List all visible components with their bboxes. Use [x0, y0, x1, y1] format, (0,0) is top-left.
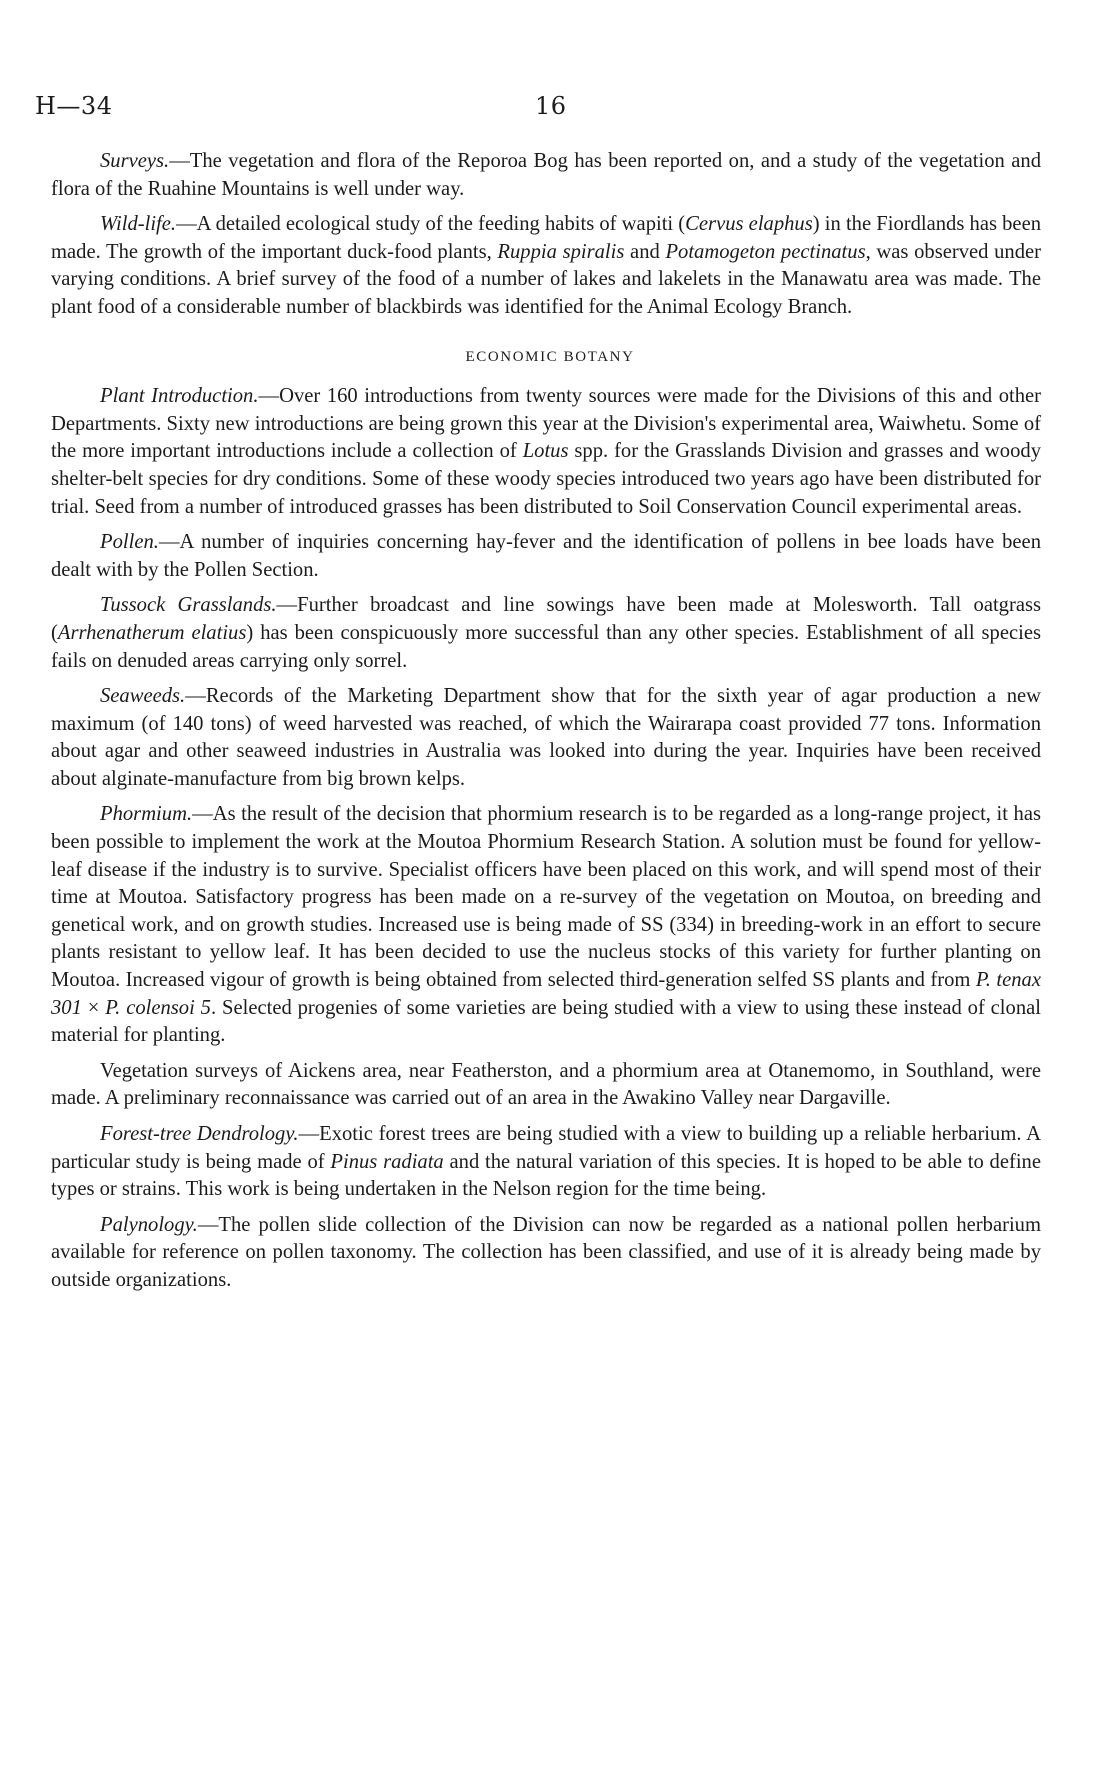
- paragraph-lead: Pollen.: [100, 531, 159, 554]
- text-run: —Exotic forest trees are being studied with a view to building up a reliable herbarium. A particular study is being made of: [51, 1123, 1041, 1173]
- italic-term: Arrhenatherum elatius: [57, 621, 247, 644]
- paragraph-lead: Palynology.: [100, 1213, 198, 1236]
- paragraph-lead: Wild-life.: [100, 213, 177, 236]
- paragraph: [51, 683, 1041, 793]
- text-run: . Selected progenies of some varieties are being studied with a view to using these instead of clonal material for planting.: [51, 996, 1041, 1047]
- text-run: spp. for the Grasslands Division and grasses and woody shelter-belt species for dry conditions. Some of these woody species introduced two years ago have been distributed for trial. Seed from a number of introduced grasses has been distributed to Soil Conservation Council experimental areas.: [51, 440, 1041, 518]
- text-run: —Further broadcast and line sowings have been made at Molesworth. Tall oatgrass (: [51, 594, 1041, 644]
- body-text: [51, 148, 1041, 1303]
- paragraph-lead: Plant Introduction.: [100, 385, 259, 408]
- italic-term: P. colensoi 5: [105, 996, 211, 1019]
- text-run: —The pollen slide collection of the Division can now be regarded as a national pollen herbarium available for reference on pollen taxonomy. The collection has been classified, and use of it is already being made by outside organizations.: [51, 1213, 1041, 1291]
- paragraph: [51, 1121, 1041, 1204]
- paragraph-lead: Surveys.: [100, 150, 170, 172]
- text-run: —Over 160 introductions from twenty sources were made for the Divisions of this and other Departments. Sixty new introductions are being grown this year at the Division's experimental area, Waiwhetu. Some of the more important introductions include a collection of: [51, 385, 1042, 463]
- text-run: ) in the Fiordlands has been made. The growth of the important duck-food plants,: [51, 213, 1042, 263]
- paragraph-lead: Seaweeds.: [100, 685, 186, 708]
- text-run: —Records of the Marketing Department show that for the sixth year of agar production a new maximum (of 140 tons) of weed harvested was reached, of which the Wairarapa coast provided 77 tons. Information about agar and other seaweed industries in Australia was looked into during the year. Inquiries have been received about alginate-manufacture from big brown kelps.: [51, 685, 1041, 790]
- italic-term: Ruppia spiralis: [497, 240, 625, 263]
- text-run: and the natural variation of this species. It is hoped to be able to define types or strains. This work is being undertaken in the Nelson region for the time being.: [51, 1150, 1041, 1201]
- italic-term: P. tenax 301: [51, 969, 1041, 1019]
- paragraph: [51, 529, 1041, 584]
- text-run: , was observed under varying conditions. A brief survey of the food of a number of lakes and lakelets in the Manawatu area was made. The plant food of a considerable number of blackbirds was identified for the Animal Ecology Branch.: [51, 240, 1041, 318]
- section-heading: ECONOMIC BOTANY: [465, 348, 635, 365]
- text-run: —A number of inquiries concerning hay-fever and the identification of pollens in bee loads have been dealt with by the Pollen Section.: [51, 531, 1041, 581]
- document-code: H—34: [35, 92, 113, 120]
- italic-term: Potamogeton pectinatus: [665, 240, 866, 263]
- text-run: and: [624, 240, 666, 263]
- paragraph: [51, 801, 1041, 1049]
- paragraph: [51, 383, 1041, 521]
- paragraph: [51, 148, 1041, 203]
- page-number: 16: [535, 92, 567, 120]
- paragraph: [51, 1058, 1041, 1113]
- text-run: ×: [81, 996, 106, 1019]
- text-run: —The vegetation and flora of the Reporoa Bog has been reported on, and a study of the vegetation and flora of the Ruahine Mountains is well under way.: [51, 150, 1041, 200]
- text-run: —As the result of the decision that phormium research is to be regarded as a long-range project, it has been possible to implement the work at the Moutoa Phormium Research Station. A solution must be found for yellow-leaf disease if the industry is to survive. Specialist officers have been placed on this work, and will spend most of their time at Moutoa. Satisfactory progress has been made on a re-survey of the vegetation on Moutoa, on breeding and genetical work, and on growth studies. Increased use is being made of SS (334) in breeding-work in an effort to secure plants resistant to yellow leaf. It has been decided to use the nucleus stocks of this variety for further planting on Moutoa. Increased vigour of growth is being obtained from selected third-generation selfed SS plants and from: [51, 803, 1041, 992]
- italic-term: Pinus radiata: [330, 1150, 444, 1173]
- paragraph-lead: Phormium.: [100, 803, 193, 826]
- text-run: Vegetation surveys of Aickens area, near Featherston, and a phormium area at Otanemomo, in Southland, were made. A preliminary reconnaissance was carried out of an area in the Awakino Valley near Dargaville.: [51, 1059, 1041, 1110]
- paragraph: [51, 592, 1041, 675]
- paragraph: [51, 1212, 1041, 1295]
- text-run: —A detailed ecological study of the feeding habits of wapiti (: [176, 213, 686, 236]
- page-header: [35, 92, 1045, 132]
- text-run: ) has been conspicuously more successful than any other species. Establishment of all species fails on denuded areas carrying only sorrel.: [51, 621, 1041, 672]
- italic-term: Cervus elaphus: [685, 213, 813, 236]
- paragraph-lead: Forest-tree Dendrology.: [100, 1123, 299, 1145]
- paragraph-lead: Tussock Grasslands.: [100, 594, 277, 617]
- italic-term: Lotus: [522, 440, 569, 463]
- paragraph: [51, 211, 1041, 321]
